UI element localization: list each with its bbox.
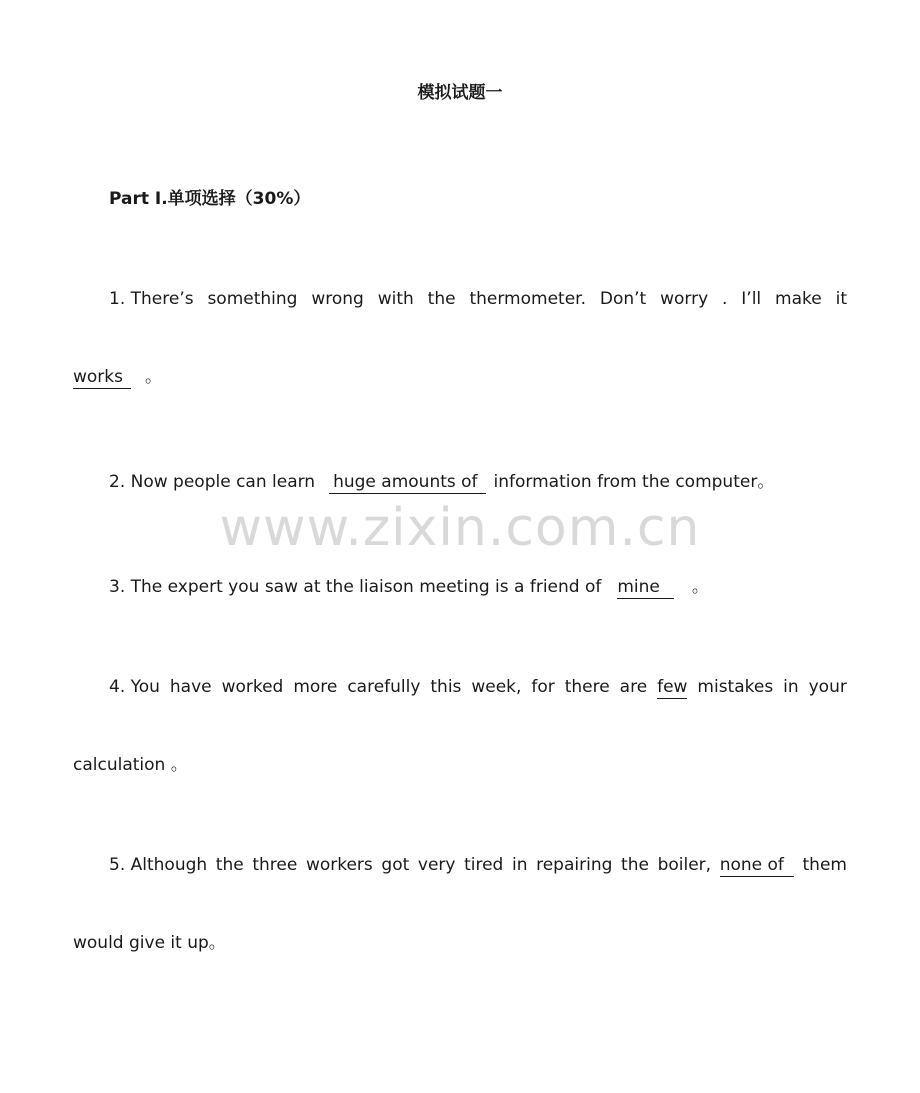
q4-word: your <box>808 677 847 697</box>
q5-word: the <box>215 855 244 875</box>
q3-text-after: 。 <box>691 577 709 597</box>
question-5-line-2: would give it up。 <box>73 933 226 953</box>
q1-word: make <box>775 289 822 309</box>
q1-word: Don’t <box>599 289 647 309</box>
q5-word: in <box>511 855 528 875</box>
q5-word: 5. Although <box>109 855 208 875</box>
question-4-line-1 <box>73 677 847 699</box>
q3-answer-blank: mine <box>617 577 674 599</box>
q3-text-before: 3. The expert you saw at the liaison meeting is a friend of <box>109 577 602 597</box>
q4-word: worked <box>221 677 284 697</box>
q5-word: the <box>621 855 649 875</box>
question-3 <box>73 572 847 597</box>
question-2 <box>73 467 847 492</box>
q1-answer-blank: works <box>73 367 131 389</box>
q5-answer-blank: none of <box>720 855 794 877</box>
document-title: 模拟试题一 <box>417 83 503 103</box>
q1-word: . <box>722 289 728 309</box>
q5-word: repairing <box>536 855 613 875</box>
question-1-line-2 <box>73 362 847 387</box>
q2-text-after: information from the computer。 <box>493 472 775 492</box>
q4-word: 4. You <box>109 677 160 697</box>
q5-word: boiler, <box>657 855 712 875</box>
q4-word: for <box>531 677 555 697</box>
question-1-line-1 <box>73 289 847 309</box>
q4-word: carefully <box>347 677 421 697</box>
q1-word: the <box>427 289 456 309</box>
q4-word: week, <box>471 677 522 697</box>
q2-answer-blank: huge amounts of <box>329 472 485 494</box>
q1-word: thermometer. <box>469 289 586 309</box>
q5-word: workers <box>305 855 373 875</box>
question-5-line-1 <box>73 855 847 877</box>
q1-word: something <box>207 289 298 309</box>
q1-word: it <box>835 289 847 309</box>
q4-word: there <box>564 677 610 697</box>
q4-word: mistakes <box>697 677 774 697</box>
q5-word: tired <box>464 855 504 875</box>
q5-word: them <box>802 855 847 875</box>
section-heading: Part I.单项选择（30%） <box>109 189 311 209</box>
q4-word: have <box>169 677 212 697</box>
q4-word: this <box>430 677 462 697</box>
q1-word: I’ll <box>741 289 762 309</box>
q1-word: 1. There’s <box>109 289 194 309</box>
q5-word: got <box>381 855 410 875</box>
q2-text-before: 2. Now people can learn <box>109 472 316 492</box>
q5-word: very <box>417 855 456 875</box>
q5-word: three <box>252 855 298 875</box>
q1-word: wrong <box>311 289 364 309</box>
q1-word: with <box>377 289 414 309</box>
q1-word: worry <box>660 289 709 309</box>
q1-end: 。 <box>145 367 162 387</box>
watermark: www.zixin.com.cn <box>219 498 701 558</box>
question-4-line-2: calculation 。 <box>73 755 188 775</box>
q4-answer-blank: few <box>657 677 688 697</box>
q4-word: more <box>293 677 338 697</box>
q4-word: are <box>619 677 648 697</box>
q4-word: in <box>783 677 799 697</box>
